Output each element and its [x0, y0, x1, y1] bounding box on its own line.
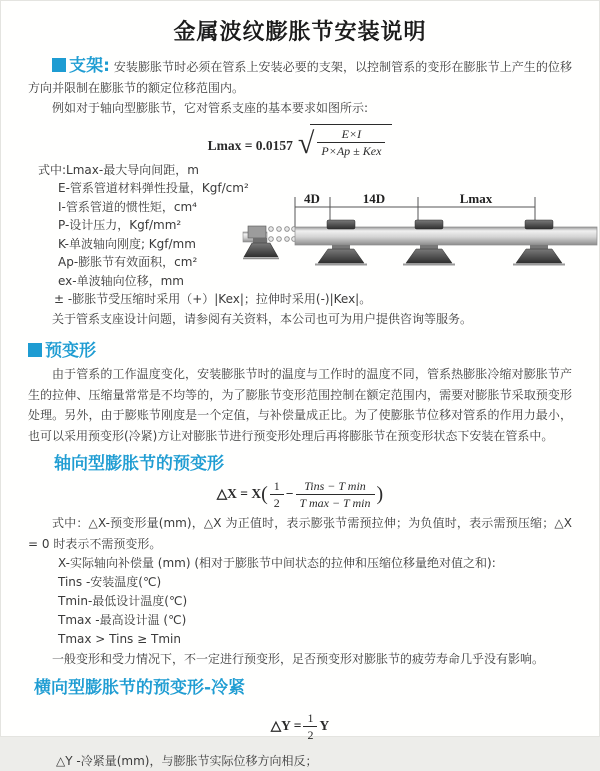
radical-icon: √ [297, 126, 315, 160]
document-title: 金属波纹膨胀节安装说明 [173, 20, 427, 45]
half-denominator: 2 [273, 496, 280, 510]
preform-section-header [28, 336, 572, 361]
radicand [310, 124, 392, 158]
lmax-formula [28, 124, 572, 158]
preform-section-label: 预变形 [45, 341, 96, 361]
support-intro-text: 安装膨胀节时必须在管系上安装必要的支架，以控制管系的变形在膨胀节上产生的位移方向并限制在膨胀节的额定位移范围内。 [28, 60, 572, 95]
support-intro-paragraph [28, 56, 572, 98]
t-line: Tins -安装温度(℃) [58, 575, 162, 589]
axial-heading: 轴向型膨胀节的预变形 [54, 454, 224, 474]
lateral-formula-rhs: Y [319, 717, 330, 733]
consultation-line: 关于管系支座设计问题，请参阅有关资料，本公司也可为用户提供咨询等服务。 [52, 311, 473, 326]
axial-formula [28, 479, 572, 510]
lmax-formula-denominator: P×Ap ± Kex [321, 143, 382, 158]
temp-numerator: Tins − T min [296, 479, 375, 495]
pipe-support-diagram [243, 191, 599, 275]
lateral-heading: 横向型膨胀节的预变形-冷紧 [34, 677, 246, 698]
t-line: Tmax > Tins ≥ Tmin [58, 632, 181, 646]
definition-line: E-管系管道材料弹性投量，Kgf/cm² [58, 181, 249, 195]
support-section-label: 支架: [69, 56, 110, 76]
bellows [269, 227, 297, 242]
t-line: Tmin-最低设计温度(℃) [58, 594, 188, 608]
dim-label-4d: 4D [304, 191, 320, 206]
axial-note: 一般变形和受力情况下，不一定进行预变形，足否预变形对膨胀节的疲劳寿命几乎没有影响。 [52, 652, 545, 666]
lateral-formula-lhs: △Y = [270, 717, 302, 733]
left-paren: ( [261, 483, 268, 506]
right-paren: ) [376, 483, 384, 506]
lateral-formula [28, 711, 572, 742]
support-example-line: 例如对于轴向型膨胀节，它对管系支座的基本要求如图所示: [52, 101, 369, 115]
definition-line: I-管系管道的惯性矩，cm⁴ [58, 199, 197, 214]
dim-label-14d: 14D [362, 191, 386, 206]
axial-x-line: X-实际轴向补偿量 (mm) (相对于膨胀节中间状态的拉伸和压缩位移量绝对值之和): [58, 556, 496, 570]
half-numerator: 1 [270, 479, 284, 495]
axial-explain-text: 式中：△X-预变形量(mm)，△X 为正值时，表示膨张节需预拉伸；为负值时，表示需预压缩；△X = 0 时表示不需预变形。 [28, 516, 572, 551]
preform-body-text: 由于管系的工作温度变化，安装膨胀节时的温度与工作时的温度不同，管系热膨胀冷缩对膨胀节产生的拉伸、压缩量常常是不均等的，为了膨胀节变形范围控制在额定范围内，需要对膨胀节采取预变形处理。另外，由于膨账节刚度是一个定值，与补偿量成正比。为了使膨胀节位移对管系的作用力最小，也可以采用预变形(冷紧)方让对膨胀节进行预变形处理后再将膨胀节在预变形状态下安装在管系中。 [28, 367, 572, 443]
t-line: Tmax -最高设计温 (℃) [58, 613, 187, 627]
lateral-denominator: 2 [307, 727, 314, 742]
definition-line: ex-单波轴向位移，mm [58, 273, 184, 288]
lmax-formula-numerator: E×I [317, 127, 385, 143]
definition-line: 式中:Lmax-最大导向间距，m [38, 162, 199, 177]
dim-label-lmax: Lmax [459, 191, 493, 206]
definition-line: Ap-膨胀节有效面积，cm² [58, 255, 198, 269]
axial-formula-lhs: △X = X [216, 486, 262, 502]
pipe [295, 227, 597, 245]
section-marker-icon [28, 343, 42, 357]
lmax-formula-lhs: Lmax = 0.0157 [207, 137, 293, 153]
lateral-numerator: 1 [303, 711, 317, 727]
definition-line: K-单波轴向刚度; Kgf/mm [58, 236, 196, 251]
lateral-note: △Y -冷紧量(mm)，与膨胀节实际位移方向相反； [56, 753, 318, 768]
definition-line: P-设计压力，Kgf/mm² [58, 218, 182, 232]
minus-sign: − [285, 486, 294, 502]
section-marker-icon [52, 58, 66, 72]
plus-minus-definition-line: ± -膨胀节受压缩时采用（+）|Kex|；拉伸时采用(-)|Kex|。 [54, 292, 372, 306]
temp-denominator: T max − T min [299, 496, 371, 510]
